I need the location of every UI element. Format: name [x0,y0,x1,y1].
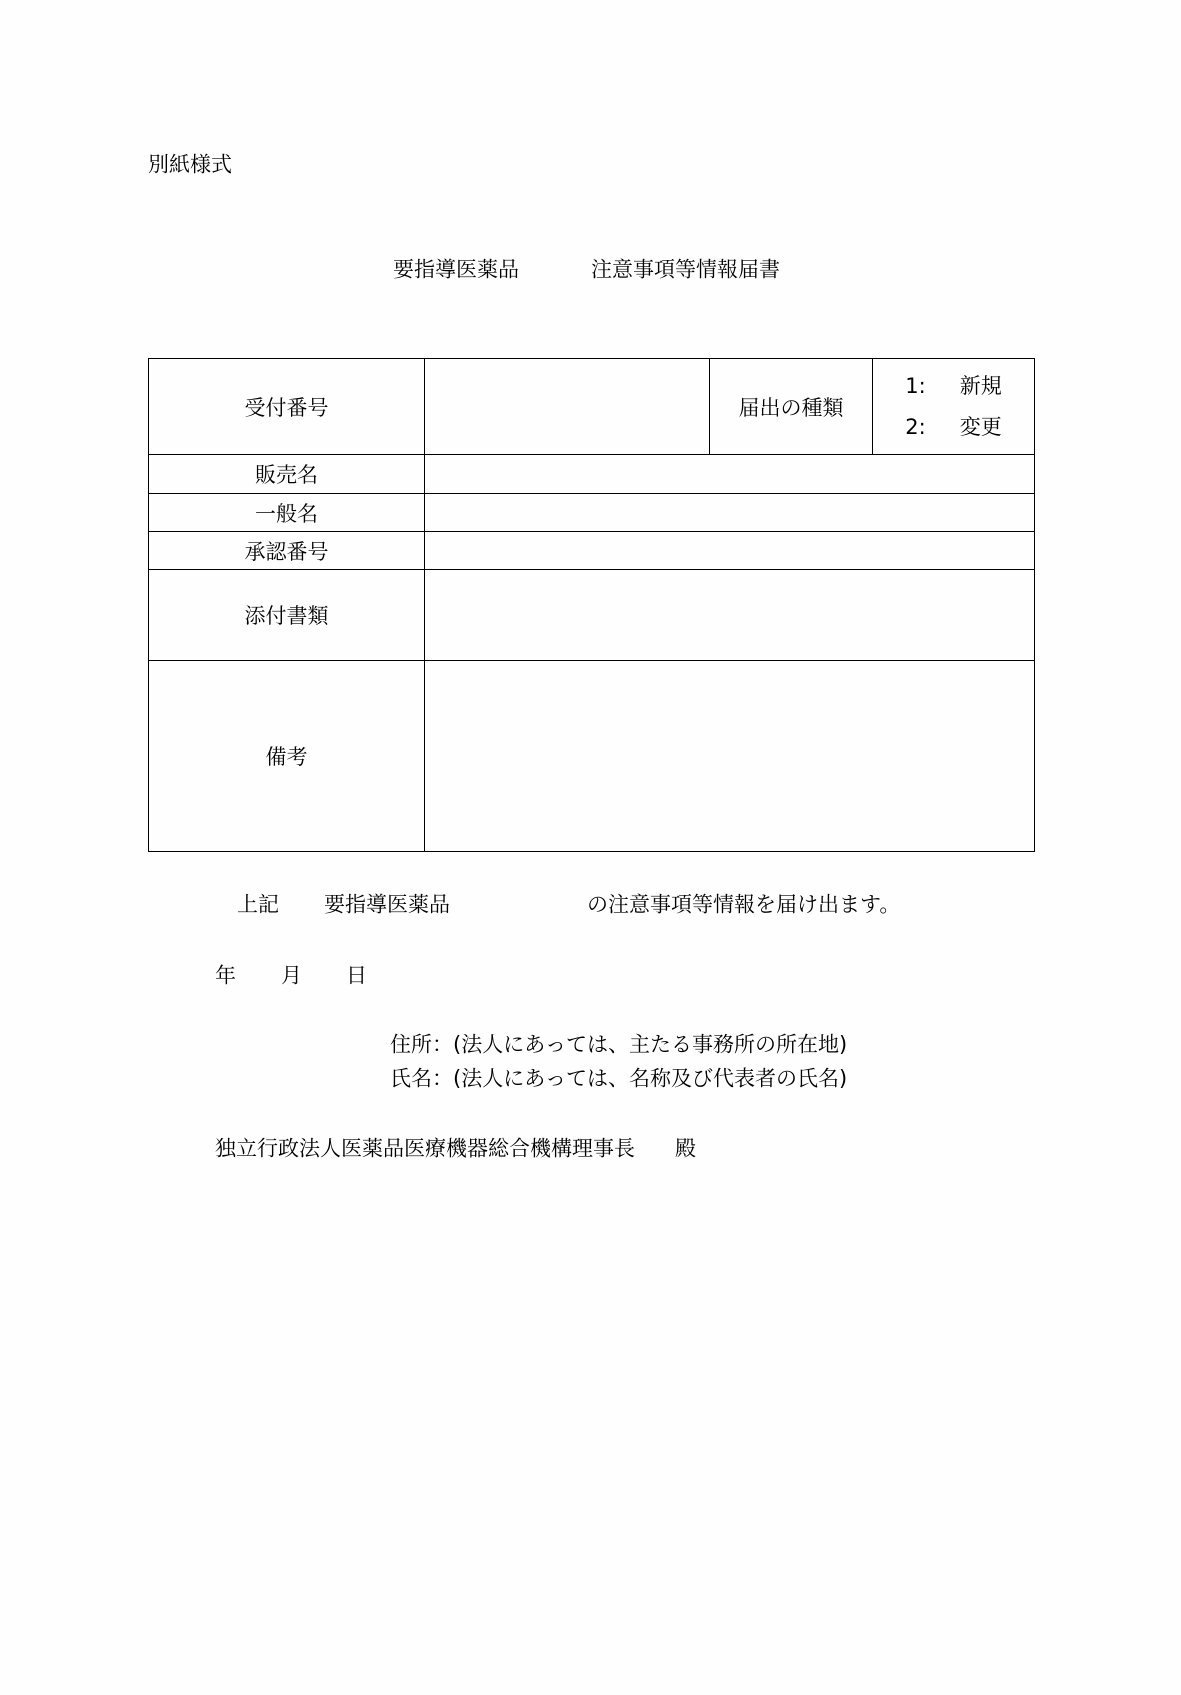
brand-name-field[interactable] [425,455,1035,494]
statement-part1: 上記 [237,892,279,917]
attachments-field[interactable] [425,570,1035,661]
row-label-generic-name: 一般名 [149,494,425,532]
option-number: 2: [905,414,926,439]
reception-number-label: 受付番号 [149,359,425,455]
date-month: 月 [281,963,302,988]
statement-part2: 要指導医薬品 [324,892,450,917]
option-label: 変更 [959,414,1002,439]
option-change[interactable] [873,407,1034,448]
table-row [149,494,1035,532]
table-row [149,455,1035,494]
applicant-name: 氏名：(法人にあっては、名称及び代表者の氏名) [390,1066,848,1091]
statement-part3: の注意事項等情報を届け出ます。 [587,892,901,917]
approval-number-field[interactable] [425,532,1035,570]
date-day: 日 [346,963,367,988]
date-year: 年 [215,963,236,988]
row-label-remarks: 備考 [149,661,425,852]
generic-name-field[interactable] [425,494,1035,532]
addressee-org: 独立行政法人医薬品医療機器総合機構理事長 [215,1136,635,1161]
option-new[interactable] [873,366,1034,407]
applicant-address: 住所：(法人にあっては、主たる事務所の所在地) [390,1032,848,1057]
addressee-honorific: 殿 [675,1136,696,1161]
table-row [149,661,1035,852]
notification-type-label: 届出の種類 [710,359,873,455]
reception-number-field[interactable] [425,359,710,455]
title-part1: 要指導医薬品 [393,257,519,282]
option-number: 1: [905,373,926,398]
notification-form-table [148,358,1035,852]
row-label-attachments: 添付書類 [149,570,425,661]
title-part2: 注意事項等情報届書 [591,257,780,282]
notification-type-options[interactable] [873,359,1035,455]
remarks-field[interactable] [425,661,1035,852]
option-label: 新規 [959,373,1002,398]
table-row [149,570,1035,661]
form-label: 別紙様式 [148,152,232,177]
table-row [149,532,1035,570]
row-label-approval-number: 承認番号 [149,532,425,570]
table-row [149,359,1035,455]
row-label-brand-name: 販売名 [149,455,425,494]
